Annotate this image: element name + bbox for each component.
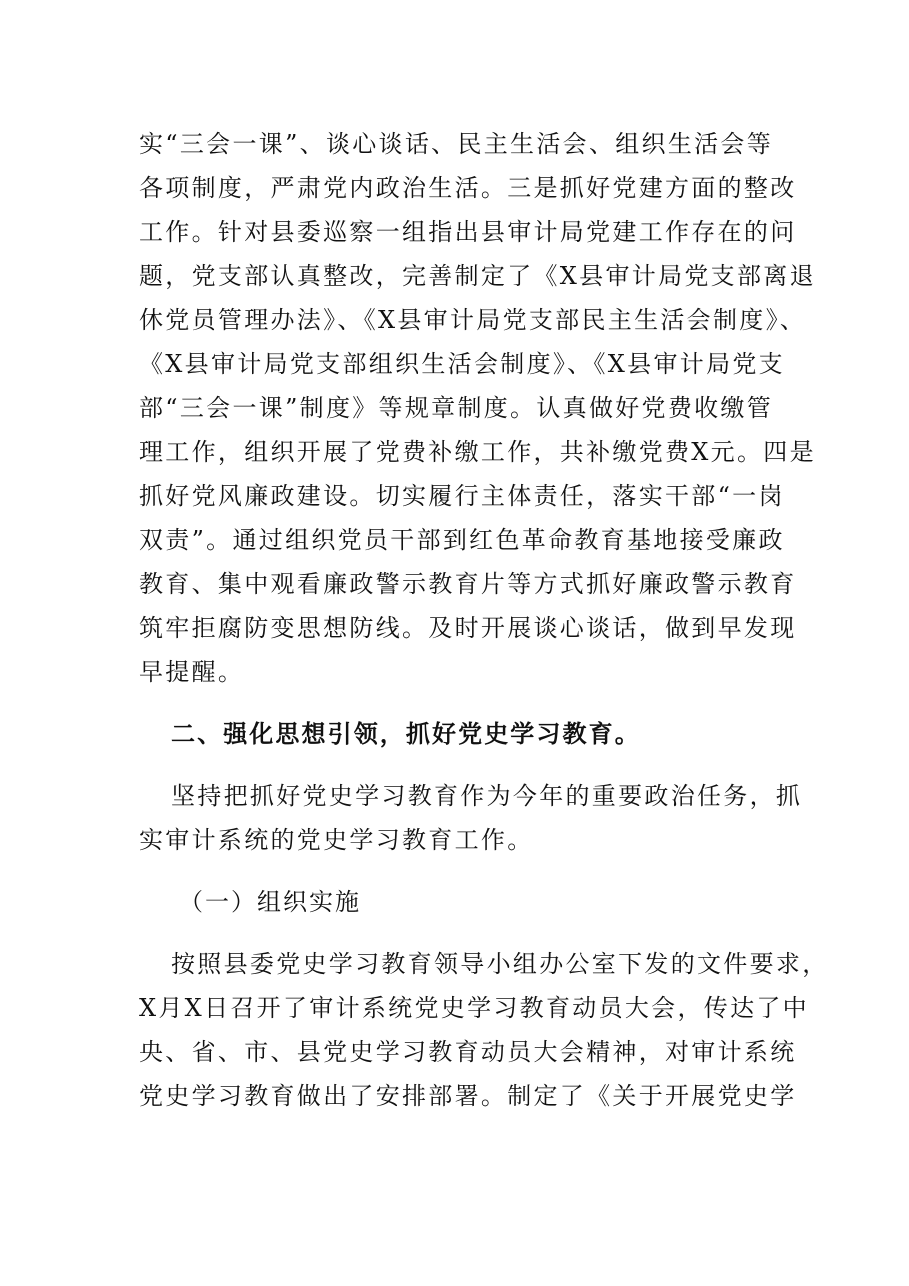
paragraph-3-line-4: 党史学习教育做出了安排部署。制定了《关于开展党史学 — [139, 1082, 797, 1110]
section-gap — [139, 862, 779, 880]
paragraph-1-line-13: 早提醒。 — [139, 658, 245, 686]
paragraph-1-line-3: 工作。针对县委巡察一组指出县审计局党建工作存在的问 — [139, 218, 797, 246]
section-heading: 二、强化思想引领，抓好党史学习教育。 — [171, 719, 641, 748]
paragraph-1-line-4: 题，党支部认真整改，完善制定了《X县审计局党支部离退 — [139, 262, 816, 290]
paragraph-1-line-5: 休党员管理办法》、《X县审计局党支部民主生活会制度》、 — [139, 306, 807, 334]
paragraph-3-line-2: X月X日召开了审计系统党史学习教育动员大会，传达了中 — [139, 994, 809, 1022]
paragraph-1-line-8: 理工作，组织开展了党费补缴工作，共补缴党费X元。四是 — [139, 438, 816, 466]
subheading: （一）组织实施 — [179, 888, 361, 916]
paragraph-1-line-1: 实“三会一课”、谈心谈话、民主生活会、组织生活会等 — [139, 130, 774, 158]
paragraph-1-line-12: 筑牢拒腐防变思想防线。及时开展谈心谈话，做到早发现 — [139, 614, 797, 642]
document-body — [139, 122, 829, 1118]
paragraph-2-line-2: 实审计系统的党史学习教育工作。 — [139, 826, 534, 854]
paragraph-1-line-9: 抓好党风廉政建设。切实履行主体责任，落实干部“一岗 — [139, 482, 785, 510]
paragraph-1-line-7: 部“三会一课”制度》等规章制度。认真做好党费收缴管 — [139, 394, 774, 422]
paragraph-3-line-3: 央、省、市、县党史学习教育动员大会精神，对审计系统 — [139, 1038, 797, 1066]
paragraph-2-line-1: 坚持把抓好党史学习教育作为今年的重要政治任务，抓 — [171, 782, 803, 810]
section-gap — [139, 694, 779, 712]
paragraph-1-line-10: 双责”。通过组织党员干部到红色革命教育基地接受廉政 — [139, 526, 785, 554]
paragraph-1-line-2: 各项制度，严肃党内政治生活。三是抓好党建方面的整改 — [139, 174, 797, 202]
section-gap — [139, 756, 779, 774]
paragraph-1-line-6: 《X县审计局党支部组织生活会制度》、《X县审计局党支 — [139, 350, 785, 378]
paragraph-3-line-1: 按照县委党史学习教育领导小组办公室下发的文件要求， — [171, 950, 829, 978]
section-gap — [139, 924, 779, 942]
paragraph-1-line-11: 教育、集中观看廉政警示教育片等方式抓好廉政警示教育 — [139, 570, 797, 598]
